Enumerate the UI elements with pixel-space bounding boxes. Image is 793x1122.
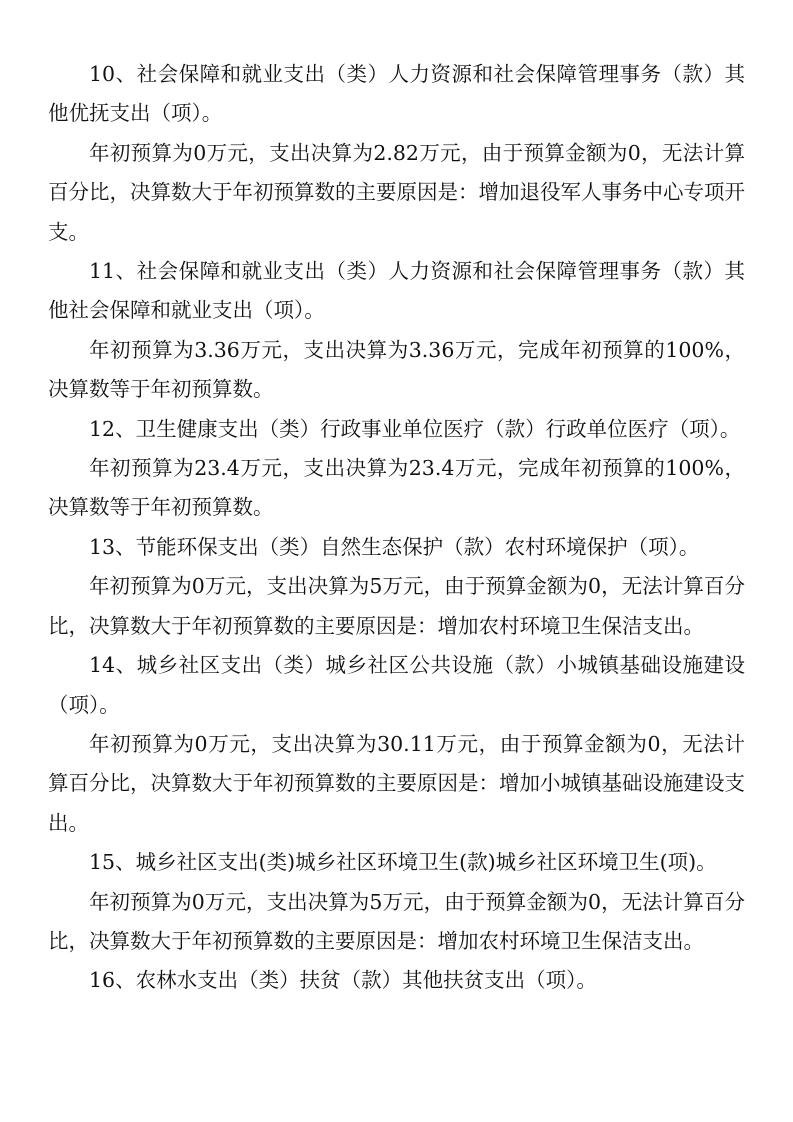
paragraph-item-13-body: 年初预算为0万元，支出决算为5万元，由于预算金额为0，无法计算百分比，决算数大于年初预算数的主要原因是：增加农村环境卫生保洁支出。 [48, 574, 745, 638]
paragraph-item-15-body: 年初预算为0万元，支出决算为5万元，由于预算金额为0，无法计算百分比，决算数大于年初预算数的主要原因是：增加农村环境卫生保洁支出。 [48, 889, 745, 953]
paragraph-item-10-body: 年初预算为0万元，支出决算为2.82万元，由于预算金额为0，无法计算百分比，决算数大于年初预算数的主要原因是：增加退役军人事务中心专项开支。 [48, 140, 745, 244]
paragraph-item-15-heading: 15、城乡社区支出(类)城乡社区环境卫生(款)城乡社区环境卫生(项)。 [89, 850, 717, 875]
paragraph-item-16-heading: 16、农林水支出（类）扶贫（款）其他扶贫支出（项）。 [89, 968, 597, 993]
paragraph-item-11-heading: 11、社会保障和就业支出（类）人力资源和社会保障管理事务（款）其他社会保障和就业支出（项）。 [48, 259, 745, 323]
paragraph-item-11-body: 年初预算为3.36万元，支出决算为3.36万元，完成年初预算的100%，决算数等于年初预算数。 [48, 337, 745, 402]
paragraph-item-10-heading: 10、社会保障和就业支出（类）人力资源和社会保障管理事务（款）其他优抚支出（项）。 [48, 62, 745, 126]
paragraph-item-14-body: 年初预算为0万元，支出决算为30.11万元，由于预算金额为0，无法计算百分比，决算数大于年初预算数的主要原因是：增加小城镇基础设施建设支出。 [48, 731, 745, 835]
paragraph-item-13-heading: 13、节能环保支出（类）自然生态保护（款）农村环境保护（项）。 [89, 534, 700, 559]
paragraph-item-12-body: 年初预算为23.4万元，支出决算为23.4万元，完成年初预算的100%，决算数等于年初预算数。 [48, 456, 745, 520]
paragraph-item-12-heading: 12、卫生健康支出（类）行政事业单位医疗（款）行政单位医疗（项）。 [89, 416, 741, 441]
paragraph-item-14-heading: 14、城乡社区支出（类）城乡社区公共设施（款）小城镇基础设施建设（项）。 [48, 653, 745, 717]
